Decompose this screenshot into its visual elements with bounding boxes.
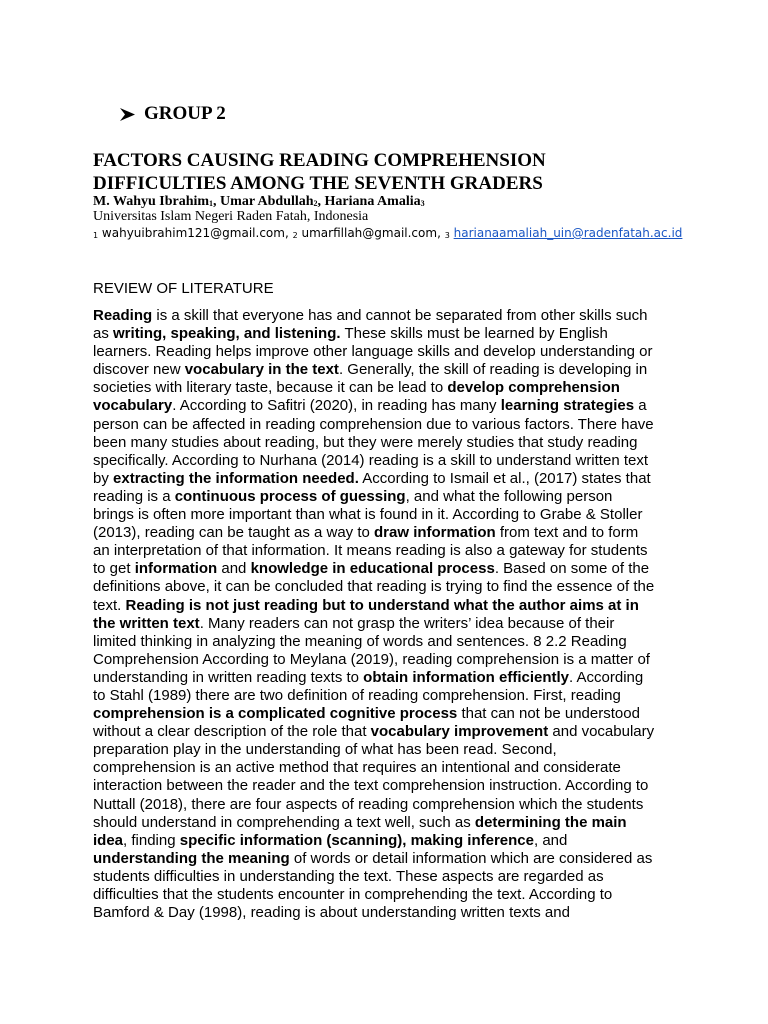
- bold-phrase: knowledge in educational process: [250, 560, 495, 578]
- group-label: GROUP 2: [144, 103, 226, 124]
- bold-phrase: vocabulary: [93, 397, 173, 415]
- bold-phrase: vocabulary improvement: [370, 723, 549, 741]
- text-line: [93, 542, 683, 560]
- author-name: Hariana Amalia: [324, 194, 421, 209]
- text-run: and: [217, 560, 251, 578]
- text-run: students difficulties in understanding the text. These aspects are regarded as: [93, 867, 604, 885]
- bold-phrase: continuous process of guessing: [174, 487, 406, 505]
- bold-phrase: information: [134, 560, 218, 578]
- text-line: [93, 886, 683, 904]
- bold-phrase: Reading is not just reading but to understand what the author aims at in: [125, 596, 639, 614]
- author-index: 2: [313, 199, 318, 208]
- text-line: [93, 379, 683, 397]
- text-line: [93, 651, 683, 669]
- email-index: 2: [292, 231, 298, 240]
- text-run: , and: [533, 831, 568, 849]
- bold-phrase: Reading: [93, 307, 153, 324]
- text-line: [93, 633, 683, 651]
- text-line: [93, 850, 683, 868]
- text-run: reading is a: [93, 487, 175, 505]
- email-address: umarfillah@gmail.com: [301, 226, 438, 240]
- bold-phrase: idea: [93, 831, 124, 849]
- text-run: . According to Safitri (2020), in reading has many: [172, 397, 501, 415]
- text-line: [93, 814, 683, 832]
- text-run: text.: [93, 596, 126, 614]
- group-heading: [119, 103, 226, 125]
- bold-phrase: vocabulary in the text: [184, 361, 339, 379]
- text-run: of words or detail information which are considered as: [289, 849, 653, 867]
- text-line: [93, 307, 683, 325]
- text-line: [93, 397, 683, 415]
- text-run: specifically. According to Nurhana (2014) reading is a skill to understand written text: [93, 451, 649, 469]
- text-run: without a clear description of the role that: [93, 723, 371, 741]
- text-run: (2013), reading can be taught as a way to: [93, 524, 375, 542]
- text-run: interaction between the reader and the text comprehension instruction. According to: [93, 777, 649, 795]
- text-line: [93, 759, 683, 777]
- text-run: , and what the following person: [405, 487, 613, 505]
- bold-phrase: draw information: [374, 524, 496, 542]
- text-line: [93, 687, 683, 705]
- text-run: should understand in comprehending a text well, such as: [93, 813, 475, 831]
- text-run: a: [634, 397, 647, 415]
- text-run: . Based on some of the: [494, 560, 650, 578]
- text-run: as: [93, 325, 114, 343]
- affiliation: Universitas Islam Negeri Raden Fatah, Indonesia: [93, 209, 369, 224]
- text-line: [93, 597, 683, 615]
- text-line: [93, 416, 683, 434]
- text-run: . According: [569, 668, 644, 686]
- author-name: M. Wahyu Ibrahim: [93, 194, 210, 209]
- text-run: brings is often more important than what is found in it. According to Grabe & Stoller: [93, 506, 643, 524]
- text-run: These skills must be learned by English: [340, 325, 608, 343]
- bold-phrase: understanding the meaning: [93, 849, 290, 867]
- text-run: from text and to form: [495, 524, 639, 542]
- bold-phrase: obtain information efficiently: [363, 668, 570, 686]
- text-line: [93, 705, 683, 723]
- text-line: [93, 777, 683, 795]
- bold-phrase: learning strategies: [500, 397, 635, 415]
- text-run: . Generally, the skill of reading is developing in: [338, 361, 648, 379]
- bold-phrase: comprehension is a complicated cognitive process: [93, 705, 458, 723]
- title-line: FACTORS CAUSING READING COMPREHENSION: [93, 150, 546, 171]
- text-line: [93, 361, 683, 379]
- email-link[interactable]: harianaamaliah_uin@radenfatah.ac.id: [453, 226, 683, 240]
- section-heading: REVIEW OF LITERATURE: [93, 280, 274, 297]
- text-line: [93, 452, 683, 470]
- email-index: 1: [93, 231, 99, 240]
- text-run: been many studies about reading, but they were merely studies that study reading: [93, 433, 638, 451]
- bold-phrase: extracting the information needed.: [113, 469, 359, 487]
- text-line: [93, 723, 683, 741]
- body-paragraph: [93, 307, 683, 922]
- text-run: societies with literary taste, because it can be lead to: [93, 379, 448, 397]
- text-line: [93, 669, 683, 687]
- text-run: , finding: [123, 831, 180, 849]
- text-line: [93, 615, 683, 633]
- text-line: [93, 488, 683, 506]
- bold-phrase: the written text: [93, 614, 200, 632]
- text-run: to get: [93, 560, 135, 578]
- email-list: $_1$ wahyuibrahim121@gmail.com, $_2$ umarfillah@gmail.com, $_3$ harianaamaliah_uin@radenfatah.ac.id: [93, 226, 683, 240]
- text-run: According to Ismail et al., (2017) states that: [358, 469, 651, 487]
- text-run: that can not be understood: [457, 705, 640, 723]
- text-run: Nuttall (2018), there are four aspects of reading comprehension which the students: [93, 795, 644, 813]
- arrow-bullet-icon: [119, 107, 136, 122]
- text-line: [93, 524, 683, 542]
- text-run: is a skill that everyone has and cannot be separated from other skills such: [152, 307, 648, 324]
- bold-phrase: writing, speaking, and listening.: [113, 325, 341, 343]
- text-line: [93, 325, 683, 343]
- text-line: [93, 560, 683, 578]
- text-line: [93, 741, 683, 759]
- text-line: [93, 506, 683, 524]
- text-run: understanding in written reading texts to: [93, 668, 364, 686]
- text-run: . Many readers can not grasp the writers’ idea because of their: [199, 614, 615, 632]
- author-index: 1: [209, 199, 214, 208]
- text-run: comprehension is an active method that requires an intentional and considerate: [93, 759, 621, 777]
- text-run: Bamford & Day (1998), reading is about understanding written texts and: [93, 904, 570, 922]
- text-run: Comprehension According to Meylana (2019), reading comprehension is a matter of: [93, 650, 650, 668]
- text-line: [93, 470, 683, 488]
- text-run: person can be affected in reading comprehension due to various factors. There have: [93, 415, 654, 433]
- text-line: [93, 796, 683, 814]
- text-line: [93, 832, 683, 850]
- text-run: limited thinking in analyzing the meaning of words and sentences. 8 2.2 Reading: [93, 632, 627, 650]
- bold-phrase: specific information (scanning), making inference: [179, 831, 534, 849]
- paper-title: [93, 149, 693, 195]
- text-run: an interpretation of that information. It means reading is also a gateway for students: [93, 542, 648, 560]
- author-index: 3: [420, 199, 425, 208]
- text-line: [93, 868, 683, 886]
- author-list: M. Wahyu Ibrahim$_1$, Umar Abdullah$_2$, Hariana Amalia$_3$: [93, 194, 425, 209]
- bold-phrase: determining the main: [474, 813, 627, 831]
- text-line: [93, 578, 683, 596]
- text-run: discover new: [93, 361, 185, 379]
- text-line: [93, 343, 683, 361]
- text-run: by: [93, 469, 114, 487]
- text-run: learners. Reading helps improve other language skills and develop understanding or: [93, 343, 653, 361]
- title-line: DIFFICULTIES AMONG THE SEVENTH GRADERS: [93, 173, 543, 194]
- text-line: [93, 434, 683, 452]
- bold-phrase: develop comprehension: [447, 379, 620, 397]
- text-run: preparation play in the understanding of what has been read. Second,: [93, 741, 557, 759]
- text-run: and vocabulary: [548, 723, 655, 741]
- email-address: wahyuibrahim121@gmail.com: [101, 226, 285, 240]
- text-run: to Stahl (1989) there are two definition of reading comprehension. First, reading: [93, 686, 621, 704]
- email-index: 3: [444, 231, 450, 240]
- text-run: difficulties that the students encounter in comprehending the text. According to: [93, 886, 613, 903]
- text-line: [93, 904, 683, 922]
- author-name: Umar Abdullah: [220, 194, 314, 209]
- text-run: definitions above, it can be concluded that reading is trying to find the essence of the: [93, 578, 655, 596]
